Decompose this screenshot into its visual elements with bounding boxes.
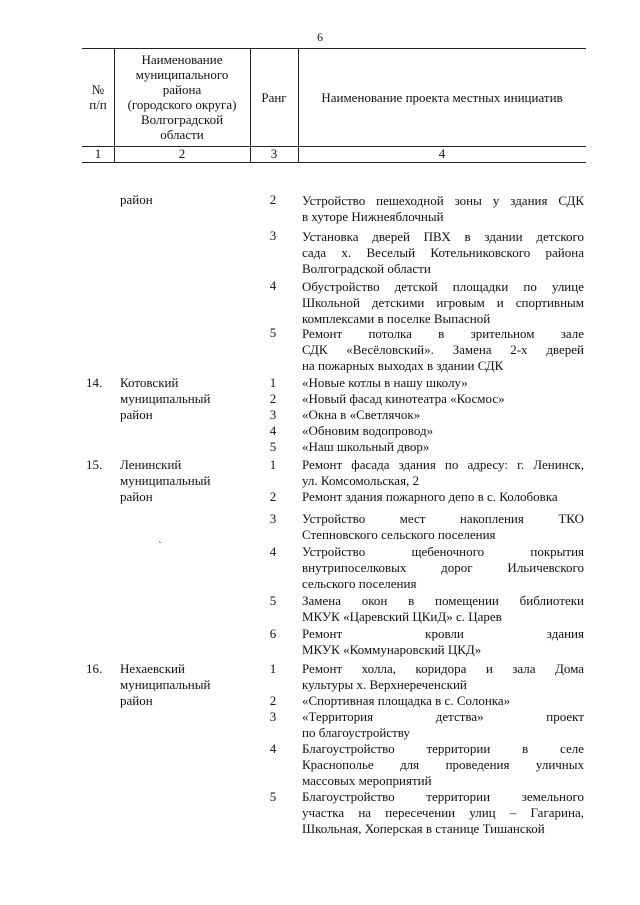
header-col-number-abbr: п/п <box>89 97 107 112</box>
header-col-rank <box>250 48 298 146</box>
table-header <box>82 48 586 162</box>
header-district-line: Волгоградской <box>140 112 224 127</box>
project-rank: 3 <box>269 511 277 526</box>
district-line: муниципальный <box>120 677 211 692</box>
project-rank: 1 <box>269 375 277 390</box>
district-line: Котовский <box>120 375 179 390</box>
project-line: Замена окон в помещении библиотеки <box>302 593 584 608</box>
project-line: Ремонт фасада здания по адресу: г. Ленинск, <box>302 457 584 472</box>
page-number: 6 <box>317 30 323 44</box>
column-number-1: 1 <box>94 146 102 161</box>
project-line: Ремонт потолка в зрительном зале <box>302 326 584 341</box>
column-number-4: 4 <box>438 146 446 161</box>
project-line: Ремонт кровли здания <box>302 626 584 641</box>
project-rank: 4 <box>269 423 277 438</box>
stray-mark: ` <box>158 540 162 552</box>
project-line: «Обновим водопровод» <box>302 423 434 438</box>
project-rank: 6 <box>269 626 277 641</box>
header-col-district <box>114 48 250 146</box>
project-rank: 5 <box>269 325 277 340</box>
project-line: ул. Комсомольская, 2 <box>302 473 420 488</box>
project-line: участка на пересечении улиц – Гагарина, <box>302 805 584 820</box>
project-line: внутрипоселковых дорог Ильичевского <box>302 560 584 575</box>
project-line: Обустройство детской площадки по улице <box>302 279 584 294</box>
project-line: Благоустройство территории в селе <box>302 741 584 756</box>
project-line: Школьной детскими игровым и спортивным <box>302 295 584 310</box>
project-rank: 2 <box>269 489 277 504</box>
header-project-label: Наименование проекта местных инициатив <box>321 89 563 105</box>
district-line: муниципальный <box>120 391 211 406</box>
row-number: 14. <box>86 375 103 390</box>
project-line: «Наш школьный двор» <box>302 439 430 454</box>
project-line: Школьная, Хоперская в станице Тишанской <box>302 821 545 836</box>
project-rank: 5 <box>269 439 277 454</box>
header-bottom-rule <box>82 162 586 163</box>
project-line: Ремонт здания пожарного депо в с. Колобовка <box>302 489 558 504</box>
project-line: «Новый фасад кинотеатра «Космос» <box>302 391 505 406</box>
project-rank: 1 <box>269 457 277 472</box>
district-line: район <box>120 693 153 708</box>
project-rank: 4 <box>269 741 277 756</box>
district-line: Нехаевский <box>120 661 185 676</box>
project-line: «Окна в «Светлячок» <box>302 407 421 422</box>
header-col-number <box>82 48 114 146</box>
project-line: Благоустройство территории земельного <box>302 789 584 804</box>
project-rank: 2 <box>269 391 277 406</box>
project-line: СДК «Весёловский». Замена 2-х дверей <box>302 342 584 357</box>
header-col-project <box>298 48 586 146</box>
project-rank: 5 <box>269 593 277 608</box>
project-line: Волгоградской области <box>302 261 431 276</box>
project-line: на пожарных выходах в здании СДК <box>302 358 504 373</box>
project-rank: 3 <box>269 407 277 422</box>
project-rank: 2 <box>269 693 277 708</box>
column-number-2: 2 <box>178 146 186 161</box>
project-rank: 4 <box>269 544 277 559</box>
district-line: муниципальный <box>120 473 211 488</box>
header-district-line: (городского округа) <box>127 97 237 112</box>
header-rank-label: Ранг <box>261 89 287 105</box>
district-line: район <box>120 489 153 504</box>
project-line: МКУК «Царевский ЦКиД» с. Царев <box>302 609 502 624</box>
project-line: Ремонт холла, коридора и зала Дома <box>302 661 584 676</box>
project-line: по благоустройству <box>302 725 410 740</box>
project-rank: 3 <box>269 709 277 724</box>
column-number-3: 3 <box>270 146 278 161</box>
project-line: сельского поселения <box>302 576 417 591</box>
project-rank: 4 <box>269 278 277 293</box>
project-rank: 3 <box>269 228 277 243</box>
district-line: Ленинский <box>120 457 182 472</box>
district-name: район <box>120 192 153 207</box>
project-line: культуры х. Верхнереченский <box>302 677 467 692</box>
project-line: сада х. Веселый Котельниковского района <box>302 245 584 260</box>
header-district-line: области <box>160 127 204 142</box>
district-line: район <box>120 407 153 422</box>
project-line: массовых мероприятий <box>302 773 432 788</box>
header-district-line: Наименование <box>141 52 223 67</box>
project-rank: 2 <box>269 192 277 207</box>
project-line: комплексами в поселке Выпасной <box>302 311 491 326</box>
header-district-line: района <box>162 82 202 97</box>
project-line: Устройство мест накопления ТКО <box>302 511 584 526</box>
row-number: 16. <box>86 661 103 676</box>
project-rank: 5 <box>269 789 277 804</box>
header-col-number-symbol: № <box>91 82 105 97</box>
project-line: «Новые котлы в нашу школу» <box>302 375 468 390</box>
project-line: Краснополье для проведения уличных <box>302 757 584 772</box>
project-line: Степновского сельского поселения <box>302 527 496 542</box>
project-line: Установка дверей ПВХ в здании детского <box>302 229 584 244</box>
project-line: Устройство пешеходной зоны у здания СДК <box>302 193 584 208</box>
project-line: «Территория детства» проект <box>302 709 584 724</box>
project-line: Устройство щебеночного покрытия <box>302 544 584 559</box>
project-rank: 1 <box>269 661 277 676</box>
header-district-line: муниципального <box>135 67 229 82</box>
project-line: в хуторе Нижнеяблочный <box>302 209 444 224</box>
row-number: 15. <box>86 457 103 472</box>
project-line: «Спортивная площадка в с. Солонка» <box>302 693 511 708</box>
project-line: МКУК «Коммунаровский ЦКД» <box>302 642 482 657</box>
